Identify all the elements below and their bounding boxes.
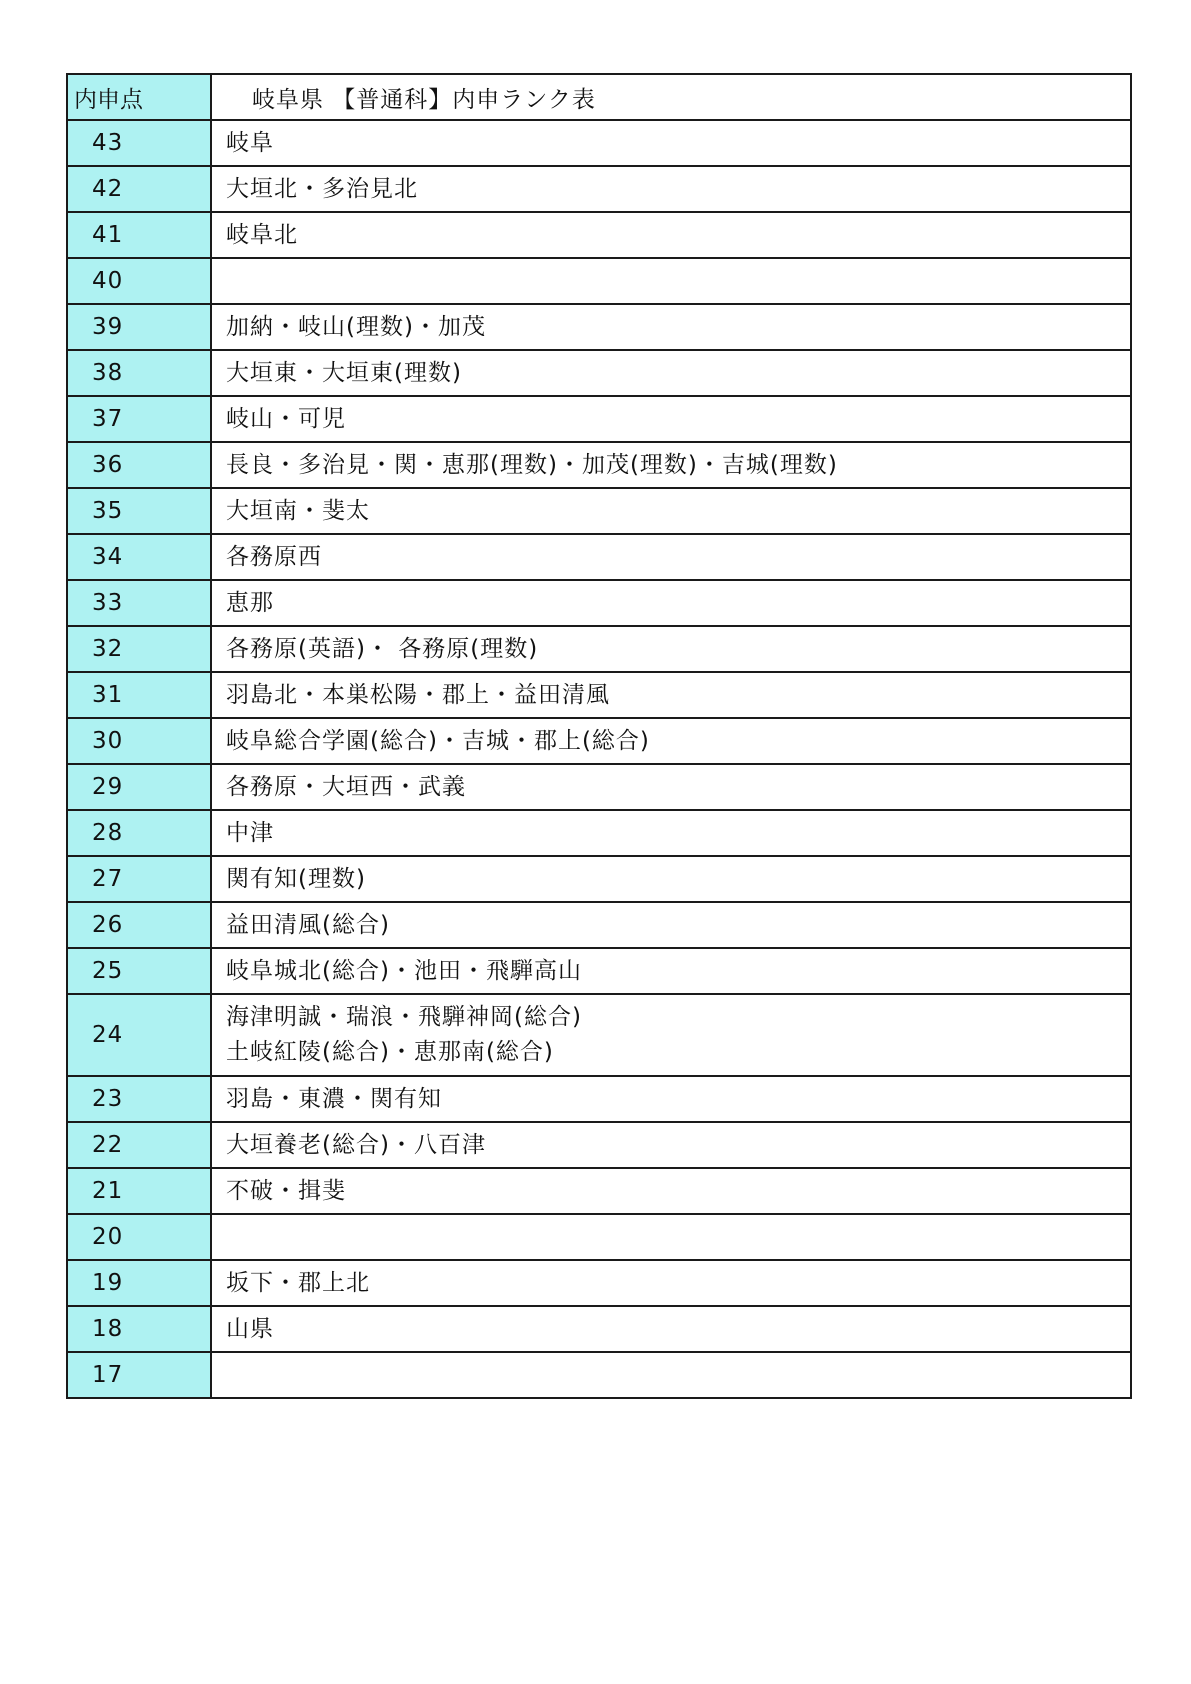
school-list-line: 恵那 xyxy=(226,589,274,616)
schools-cell xyxy=(211,212,1131,258)
table-row xyxy=(67,994,1131,1076)
table-row xyxy=(67,212,1131,258)
score-cell: 20 xyxy=(67,1214,211,1260)
schools-cell xyxy=(211,488,1131,534)
schools-cell xyxy=(211,994,1131,1076)
schools-cell xyxy=(211,1352,1131,1398)
table-row xyxy=(67,166,1131,212)
table-row xyxy=(67,810,1131,856)
school-list-line: 山県 xyxy=(226,1315,274,1342)
score-cell: 38 xyxy=(67,350,211,396)
table-row xyxy=(67,764,1131,810)
school-list-line: 岐山・可児 xyxy=(226,405,346,432)
schools-cell xyxy=(211,856,1131,902)
table-row xyxy=(67,488,1131,534)
table-row xyxy=(67,580,1131,626)
table-row xyxy=(67,258,1131,304)
table-row xyxy=(67,948,1131,994)
table-row xyxy=(67,1168,1131,1214)
table-row xyxy=(67,1076,1131,1122)
schools-cell xyxy=(211,166,1131,212)
score-cell: 33 xyxy=(67,580,211,626)
naishin-rank-table xyxy=(66,73,1132,1399)
schools-cell xyxy=(211,1168,1131,1214)
school-list-line: 海津明誠・瑞浪・飛騨神岡(総合) xyxy=(226,1004,582,1030)
score-cell: 36 xyxy=(67,442,211,488)
score-cell: 24 xyxy=(67,994,211,1076)
schools-cell xyxy=(211,764,1131,810)
table-row xyxy=(67,442,1131,488)
school-list-line: 坂下・郡上北 xyxy=(226,1269,370,1296)
schools-cell xyxy=(211,304,1131,350)
schools-cell xyxy=(211,442,1131,488)
schools-cell xyxy=(211,810,1131,856)
score-cell: 37 xyxy=(67,396,211,442)
score-cell: 27 xyxy=(67,856,211,902)
score-cell: 21 xyxy=(67,1168,211,1214)
table-row xyxy=(67,534,1131,580)
table-row xyxy=(67,856,1131,902)
schools-cell xyxy=(211,1306,1131,1352)
school-list-line: 中津 xyxy=(226,819,274,846)
table-row xyxy=(67,120,1131,166)
score-cell: 17 xyxy=(67,1352,211,1398)
school-list-line: 岐阜 xyxy=(226,129,274,156)
score-cell: 18 xyxy=(67,1306,211,1352)
table-row xyxy=(67,350,1131,396)
score-cell: 30 xyxy=(67,718,211,764)
school-list-line: 益田清風(総合) xyxy=(226,911,390,938)
score-cell: 41 xyxy=(67,212,211,258)
score-cell: 40 xyxy=(67,258,211,304)
table-row xyxy=(67,1306,1131,1352)
score-cell: 25 xyxy=(67,948,211,994)
score-cell: 29 xyxy=(67,764,211,810)
score-cell: 26 xyxy=(67,902,211,948)
school-list-line: 岐阜北 xyxy=(226,221,298,248)
school-list-line: 各務原・大垣西・武義 xyxy=(226,773,466,800)
table-row xyxy=(67,718,1131,764)
school-list-line: 大垣北・多治見北 xyxy=(226,175,418,202)
score-cell: 42 xyxy=(67,166,211,212)
schools-cell xyxy=(211,1260,1131,1306)
school-list-line: 岐阜総合学園(総合)・吉城・郡上(総合) xyxy=(226,727,650,754)
table-row xyxy=(67,396,1131,442)
schools-cell xyxy=(211,1076,1131,1122)
schools-cell xyxy=(211,120,1131,166)
score-cell: 19 xyxy=(67,1260,211,1306)
schools-cell xyxy=(211,718,1131,764)
table-row xyxy=(67,1122,1131,1168)
table-row xyxy=(67,1214,1131,1260)
school-list-line: 加納・岐山(理数)・加茂 xyxy=(226,313,486,340)
score-column-header: 内申点 xyxy=(67,74,211,120)
score-cell: 32 xyxy=(67,626,211,672)
schools-cell xyxy=(211,580,1131,626)
school-list-line: 各務原西 xyxy=(226,543,322,570)
table-row xyxy=(67,902,1131,948)
schools-cell xyxy=(211,626,1131,672)
school-list-line: 大垣南・斐太 xyxy=(226,497,370,524)
school-list-line: 長良・多治見・関・恵那(理数)・加茂(理数)・吉城(理数) xyxy=(226,451,838,478)
school-list-line: 関有知(理数) xyxy=(226,865,366,892)
school-list-line: 土岐紅陵(総合)・恵那南(総合) xyxy=(226,1039,554,1065)
score-cell: 28 xyxy=(67,810,211,856)
schools-cell xyxy=(211,258,1131,304)
school-list-line: 羽島北・本巣松陽・郡上・益田清風 xyxy=(226,681,610,708)
score-cell: 22 xyxy=(67,1122,211,1168)
school-list-line: 羽島・東濃・関有知 xyxy=(226,1085,442,1112)
schools-cell xyxy=(211,1122,1131,1168)
schools-cell xyxy=(211,948,1131,994)
score-cell: 39 xyxy=(67,304,211,350)
schools-cell xyxy=(211,1214,1131,1260)
school-list-line: 岐阜城北(総合)・池田・飛騨高山 xyxy=(226,957,582,984)
school-list-line: 大垣東・大垣東(理数) xyxy=(226,359,462,386)
score-cell: 34 xyxy=(67,534,211,580)
score-cell: 35 xyxy=(67,488,211,534)
table-row xyxy=(67,304,1131,350)
table-title: 岐阜県 【普通科】内申ランク表 xyxy=(211,74,1131,120)
school-list-line: 大垣養老(総合)・八百津 xyxy=(226,1131,486,1158)
table-row xyxy=(67,1260,1131,1306)
table-row xyxy=(67,1352,1131,1398)
schools-cell xyxy=(211,350,1131,396)
score-cell: 23 xyxy=(67,1076,211,1122)
schools-cell xyxy=(211,902,1131,948)
school-list-line: 各務原(英語)・ 各務原(理数) xyxy=(226,635,539,662)
table-row xyxy=(67,626,1131,672)
table-row xyxy=(67,672,1131,718)
score-cell: 43 xyxy=(67,120,211,166)
schools-cell xyxy=(211,396,1131,442)
table-header-row xyxy=(67,74,1131,120)
rank-table-body xyxy=(67,120,1131,1398)
schools-cell xyxy=(211,672,1131,718)
score-cell: 31 xyxy=(67,672,211,718)
school-list-line: 不破・揖斐 xyxy=(226,1177,346,1204)
schools-cell xyxy=(211,534,1131,580)
